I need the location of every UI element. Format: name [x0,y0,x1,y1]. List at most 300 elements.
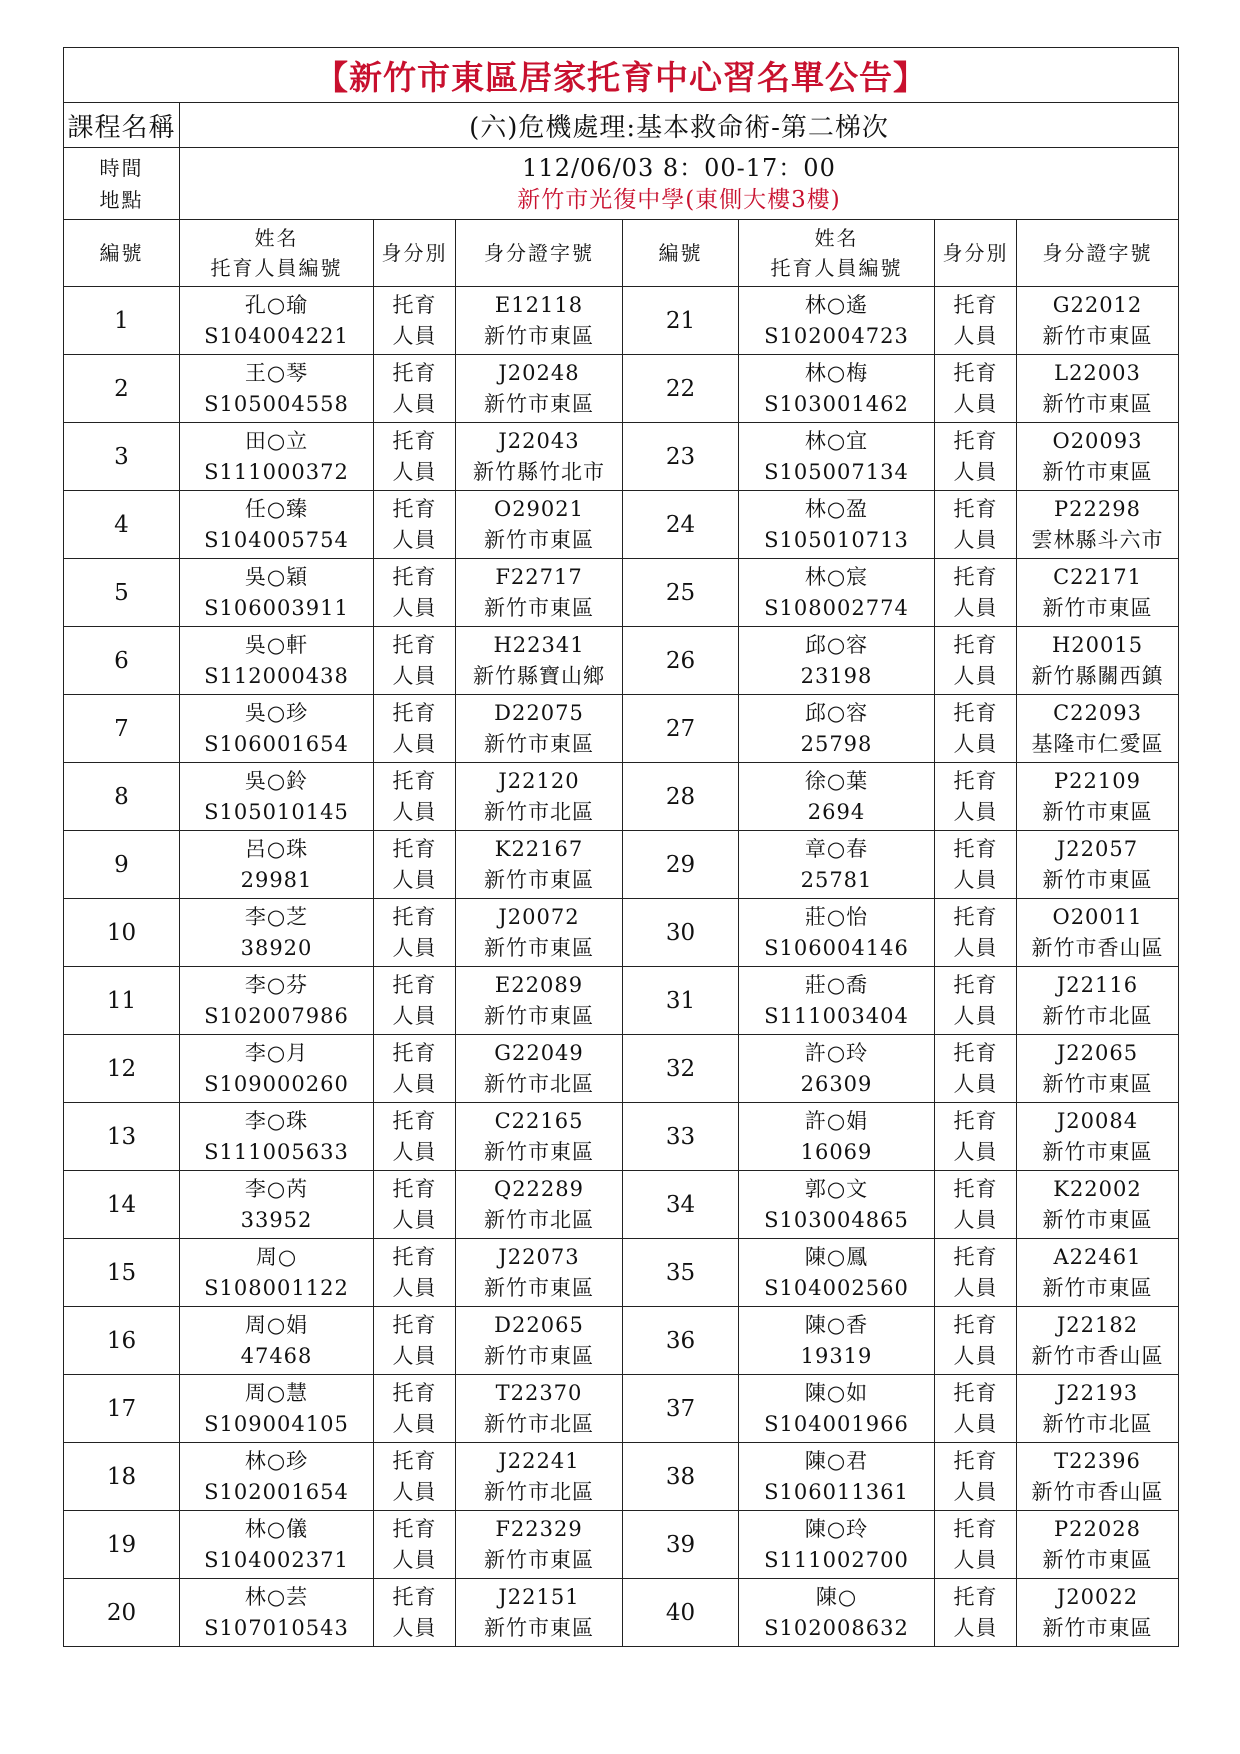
entry-identity-cell [935,491,1017,559]
entry-staff-no: 38920 [240,935,313,960]
entry-identity-line1: 托育 [953,904,998,929]
entry-identity-line1: 托育 [953,1312,998,1337]
entry-id-cell [1017,695,1179,763]
entry-identity-line1: 托育 [392,1448,437,1473]
entry-identity-cell [935,287,1017,355]
entry-number: 29 [623,831,739,899]
entry-identity-cell [374,1443,456,1511]
entry-id-cell [1017,967,1179,1035]
entry-name: 林○珍 [244,1448,309,1473]
entry-id-no: J20084 [1056,1108,1139,1133]
header-identity: 身分別 [935,220,1017,287]
table-row [64,1375,1179,1443]
entry-identity-line2: 人員 [392,323,437,348]
entry-identity-line1: 托育 [953,1448,998,1473]
entry-id-no: J22182 [1056,1312,1139,1337]
entry-id-cell [456,831,623,899]
entry-name-cell [180,763,374,831]
entry-identity-line2: 人員 [953,1479,998,1504]
entry-staff-no: 25798 [800,731,873,756]
entry-name: 周○娟 [244,1312,309,1337]
entry-area: 新竹市東區 [484,527,594,552]
location-label: 地點 [99,187,144,212]
header-staff-no: 托育人員編號 [210,256,343,280]
entry-number: 14 [64,1171,180,1239]
entry-name-cell [739,899,935,967]
entry-number: 20 [64,1579,180,1647]
entry-id-no: T22370 [495,1380,583,1405]
entry-id-no: J22065 [1056,1040,1139,1065]
entry-identity-line2: 人員 [392,1547,437,1572]
entry-number: 5 [64,559,180,627]
entry-area: 雲林縣斗六市 [1031,527,1164,552]
entry-id-cell [456,1103,623,1171]
entry-name-cell [180,1307,374,1375]
entry-number: 33 [623,1103,739,1171]
entry-name: 許○娟 [804,1108,869,1133]
entry-identity-line2: 人員 [392,1343,437,1368]
entry-id-cell [1017,287,1179,355]
entry-identity-line2: 人員 [953,1615,998,1640]
entry-staff-no: S104002560 [764,1275,909,1300]
entry-area: 新竹市東區 [484,1275,594,1300]
entry-name: 徐○葉 [804,768,869,793]
entry-number: 15 [64,1239,180,1307]
entry-number: 7 [64,695,180,763]
table-row [64,763,1179,831]
entry-id-no: F22717 [495,564,583,589]
entry-identity-cell [935,1511,1017,1579]
entry-identity-cell [374,627,456,695]
entry-identity-line2: 人員 [953,459,998,484]
entry-area: 新竹市東區 [484,1003,594,1028]
table-row [64,899,1179,967]
entry-name: 田○立 [244,428,309,453]
entry-identity-cell [374,967,456,1035]
entry-id-cell [1017,1035,1179,1103]
entry-number: 23 [623,423,739,491]
entry-name-cell [180,899,374,967]
entry-name: 吳○穎 [244,564,309,589]
entry-number: 10 [64,899,180,967]
entry-identity-line2: 人員 [953,595,998,620]
entry-staff-no: 26309 [800,1071,873,1096]
entry-staff-no: S106001654 [204,731,349,756]
entry-identity-line1: 托育 [953,1108,998,1133]
entry-name: 林○宸 [804,564,869,589]
entry-staff-no: S111000372 [204,459,349,484]
entry-number: 13 [64,1103,180,1171]
entry-identity-cell [374,1171,456,1239]
entry-name-cell [739,627,935,695]
entry-id-cell [456,1239,623,1307]
entry-identity-line2: 人員 [392,799,437,824]
entry-id-cell [1017,1103,1179,1171]
entry-identity-cell [374,831,456,899]
entry-staff-no: S108001122 [204,1275,349,1300]
table-row [64,695,1179,763]
entry-id-cell [456,355,623,423]
entry-staff-no: 2694 [807,799,866,824]
entry-id-no: P22298 [1054,496,1141,521]
entry-number: 32 [623,1035,739,1103]
entry-identity-line2: 人員 [953,1003,998,1028]
entry-area: 新竹市東區 [1042,1275,1153,1300]
entry-staff-no: S111005633 [204,1139,349,1164]
entry-identity-line2: 人員 [953,1547,998,1572]
table-row [64,423,1179,491]
location-value: 新竹市光復中學(東側大樓3樓) [517,186,841,213]
table-row [64,1239,1179,1307]
entry-name-cell [739,967,935,1035]
column-header-row [64,220,1179,287]
entry-identity-cell [374,763,456,831]
entry-area: 新竹市東區 [1042,799,1153,824]
entry-area: 新竹市北區 [484,1207,594,1232]
entry-name: 章○春 [804,836,869,861]
entry-identity-cell [374,899,456,967]
entry-area: 新竹市香山區 [1031,1343,1164,1368]
entry-id-no: J20072 [498,904,580,929]
header-staff-no: 托育人員編號 [770,256,903,280]
entry-staff-no: S105010145 [204,799,349,824]
entry-identity-line1: 托育 [392,904,437,929]
entry-identity-line2: 人員 [392,1479,437,1504]
header-id-no: 身分證字號 [1017,220,1179,287]
entry-identity-line2: 人員 [953,731,998,756]
entry-name: 任○臻 [244,496,309,521]
entry-name: 李○芮 [244,1176,309,1201]
entry-identity-line2: 人員 [953,1139,998,1164]
entry-staff-no: S102008632 [764,1615,909,1640]
entry-name-cell [180,355,374,423]
entry-number: 26 [623,627,739,695]
entry-identity-line1: 托育 [953,1176,998,1201]
entry-area: 新竹市北區 [1042,1003,1153,1028]
entry-id-no: K22002 [1053,1176,1142,1201]
entry-identity-cell [935,1307,1017,1375]
entry-name-cell [739,1579,935,1647]
entry-identity-line1: 托育 [392,1176,437,1201]
entry-id-cell [1017,1307,1179,1375]
entry-name: 吳○軒 [244,632,309,657]
entry-id-cell [456,1035,623,1103]
entry-number: 8 [64,763,180,831]
table-row [64,559,1179,627]
entry-name: 吳○鈴 [244,768,309,793]
entry-identity-line2: 人員 [392,1139,437,1164]
entry-name-cell [739,1443,935,1511]
entry-area: 新竹市東區 [1042,595,1153,620]
entry-identity-line2: 人員 [392,731,437,756]
entry-name-cell [180,1579,374,1647]
entry-id-cell [1017,355,1179,423]
entry-name: 林○遙 [804,292,869,317]
entry-area: 新竹市東區 [484,595,594,620]
entry-name-cell [739,695,935,763]
entry-staff-no: S103001462 [764,391,909,416]
entry-identity-line1: 托育 [953,428,998,453]
entry-id-no: O20093 [1052,428,1143,453]
entry-number: 27 [623,695,739,763]
entry-identity-line2: 人員 [392,935,437,960]
entry-number: 30 [623,899,739,967]
entry-id-no: J22151 [498,1584,580,1609]
entry-number: 34 [623,1171,739,1239]
entry-staff-no: S106004146 [764,935,909,960]
entry-id-cell [456,627,623,695]
entry-identity-line2: 人員 [953,663,998,688]
header-number: 編號 [64,220,180,287]
entry-identity-cell [374,1035,456,1103]
entry-id-cell [1017,491,1179,559]
table-row [64,287,1179,355]
entry-area: 新竹市香山區 [1031,1479,1164,1504]
entry-identity-line1: 托育 [392,1244,437,1269]
entry-name: 莊○怡 [804,904,869,929]
entry-name: 許○玲 [804,1040,869,1065]
entry-name-cell [739,287,935,355]
entry-identity-line1: 托育 [392,1380,437,1405]
entry-identity-line1: 托育 [953,1380,998,1405]
entry-staff-no: S111002700 [764,1547,909,1572]
entry-id-no: G22049 [494,1040,584,1065]
entry-identity-line2: 人員 [953,1411,998,1436]
table-row [64,1511,1179,1579]
entry-id-no: Q22289 [493,1176,585,1201]
entry-id-no: H20015 [1051,632,1144,657]
entry-identity-cell [374,1375,456,1443]
entry-number: 25 [623,559,739,627]
entry-staff-no: 23198 [800,663,873,688]
entry-name-cell [739,355,935,423]
entry-name-cell [180,967,374,1035]
table-row [64,355,1179,423]
entry-area: 基隆市仁愛區 [1031,731,1164,756]
header-name [180,220,374,287]
entry-name: 李○珠 [244,1108,309,1133]
entry-area: 新竹市東區 [1042,1207,1153,1232]
entry-identity-line1: 托育 [953,768,998,793]
entry-identity-line2: 人員 [953,1071,998,1096]
entry-staff-no: S105004558 [204,391,349,416]
entry-identity-line2: 人員 [953,1275,998,1300]
entry-name-cell [180,695,374,763]
entry-staff-no: S102007986 [204,1003,349,1028]
entry-id-cell [1017,1511,1179,1579]
time-location-label [64,148,180,220]
entry-identity-line1: 托育 [392,360,437,385]
entry-name-cell [739,1375,935,1443]
entry-identity-line1: 托育 [953,496,998,521]
entry-identity-cell [374,1307,456,1375]
entry-identity-line2: 人員 [953,867,998,892]
entry-name-cell [739,1239,935,1307]
entry-identity-cell [935,695,1017,763]
entry-id-cell [1017,1239,1179,1307]
entry-id-cell [1017,423,1179,491]
entry-staff-no: S106003911 [204,595,349,620]
table-row [64,1035,1179,1103]
entry-id-no: F22329 [495,1516,583,1541]
entry-identity-line2: 人員 [392,459,437,484]
entry-id-cell [1017,763,1179,831]
entry-staff-no: S102001654 [204,1479,349,1504]
entry-number: 36 [623,1307,739,1375]
header-name-line: 姓名 [254,226,299,250]
entry-staff-no: S107010543 [204,1615,349,1640]
entry-name: 林○梅 [804,360,869,385]
entry-id-no: J22116 [1056,972,1139,997]
entry-id-no: E12118 [494,292,584,317]
entry-number: 37 [623,1375,739,1443]
entry-id-cell [1017,1579,1179,1647]
entry-id-no: C22165 [494,1108,584,1133]
entry-name-cell [180,831,374,899]
entry-number: 11 [64,967,180,1035]
entry-name: 林○儀 [244,1516,309,1541]
entry-identity-cell [374,1579,456,1647]
entry-identity-line2: 人員 [392,1615,437,1640]
entry-id-no: A22461 [1053,1244,1142,1269]
table-row [64,1443,1179,1511]
entry-id-cell [1017,1443,1179,1511]
entry-number: 28 [623,763,739,831]
entry-id-cell [456,423,623,491]
entry-number: 6 [64,627,180,695]
entry-id-no: J22073 [498,1244,580,1269]
entry-identity-line2: 人員 [392,391,437,416]
entry-staff-no: S104001966 [764,1411,909,1436]
time-value: 112/06/03 8：00-17：00 [522,153,836,182]
entry-identity-line1: 托育 [392,972,437,997]
entry-identity-line2: 人員 [392,1411,437,1436]
entry-identity-line2: 人員 [953,935,998,960]
entry-name: 李○芬 [244,972,309,997]
entry-identity-line1: 托育 [392,564,437,589]
entry-identity-line1: 托育 [953,1516,998,1541]
entry-staff-no: S102004723 [764,323,909,348]
entry-id-no: E22089 [494,972,584,997]
entry-name: 林○盈 [804,496,869,521]
entry-identity-cell [935,423,1017,491]
entry-number: 16 [64,1307,180,1375]
entry-identity-cell [935,355,1017,423]
entry-name-cell [180,1103,374,1171]
entry-identity-line2: 人員 [392,1275,437,1300]
entry-identity-line1: 托育 [953,632,998,657]
header-name [739,220,935,287]
entry-name: 郭○文 [804,1176,869,1201]
entry-area: 新竹市北區 [484,1411,594,1436]
page-title: 【新竹市東區居家托育中心習名單公告】 [64,48,1179,103]
entry-identity-cell [374,1239,456,1307]
entry-number: 39 [623,1511,739,1579]
entry-id-no: J22241 [498,1448,580,1473]
entry-number: 40 [623,1579,739,1647]
entry-id-no: L22003 [1054,360,1141,385]
entry-identity-line1: 托育 [953,564,998,589]
table-row [64,491,1179,559]
entry-number: 24 [623,491,739,559]
entry-name-cell [739,491,935,559]
entry-id-cell [456,559,623,627]
entry-name: 吳○珍 [244,700,309,725]
entry-name-cell [739,559,935,627]
entry-id-cell [456,1579,623,1647]
entry-identity-line1: 托育 [953,972,998,997]
entry-number: 17 [64,1375,180,1443]
entry-id-cell [456,491,623,559]
entry-name: 周○ [255,1244,298,1269]
entry-id-no: T22396 [1054,1448,1141,1473]
entry-identity-cell [935,1239,1017,1307]
entry-name-cell [180,1511,374,1579]
entry-identity-cell [374,695,456,763]
course-label: 課程名稱 [64,103,180,148]
entry-id-cell [456,763,623,831]
entry-name-cell [180,1171,374,1239]
entry-id-cell [1017,559,1179,627]
entry-staff-no: S111003404 [764,1003,909,1028]
entry-id-no: K22167 [494,836,584,861]
entry-id-no: J22043 [498,428,580,453]
entry-area: 新竹縣竹北市 [473,459,605,484]
entry-staff-no: S103004865 [764,1207,909,1232]
entry-identity-line1: 托育 [953,1584,998,1609]
table-row [64,1103,1179,1171]
entry-name-cell [180,491,374,559]
entry-identity-line1: 托育 [953,836,998,861]
entry-id-no: J22057 [1056,836,1139,861]
entry-id-no: D22075 [494,700,584,725]
entry-identity-line1: 托育 [392,428,437,453]
entry-staff-no: S109000260 [204,1071,349,1096]
entry-staff-no: S108002774 [764,595,909,620]
entry-identity-line2: 人員 [392,527,437,552]
entry-area: 新竹市東區 [1042,459,1153,484]
entry-name-cell [180,627,374,695]
time-label: 時間 [99,155,144,180]
entry-staff-no: 16069 [800,1139,873,1164]
entry-staff-no: 29981 [240,867,313,892]
entry-staff-no: S105007134 [764,459,909,484]
entry-staff-no: S104004221 [204,323,349,348]
entry-number: 35 [623,1239,739,1307]
entry-name: 陳○ [815,1584,858,1609]
entry-name-cell [739,1171,935,1239]
entry-identity-line1: 托育 [392,700,437,725]
entry-id-cell [456,1443,623,1511]
entry-identity-line2: 人員 [953,1343,998,1368]
entry-area: 新竹市東區 [1042,1071,1153,1096]
entry-id-no: J22193 [1056,1380,1139,1405]
course-name: (六)危機處理:基本救命術-第二梯次 [180,103,1179,148]
entry-identity-cell [374,287,456,355]
entry-number: 1 [64,287,180,355]
entry-identity-cell [935,899,1017,967]
entry-identity-line1: 托育 [953,292,998,317]
entry-id-cell [456,1375,623,1443]
header-id-no: 身分證字號 [456,220,623,287]
entry-id-cell [456,1171,623,1239]
entry-identity-line2: 人員 [953,391,998,416]
entry-identity-cell [935,627,1017,695]
entry-name: 邱○容 [804,700,869,725]
entry-area: 新竹市東區 [484,731,594,756]
entry-area: 新竹市北區 [484,1479,594,1504]
entry-name-cell [739,763,935,831]
